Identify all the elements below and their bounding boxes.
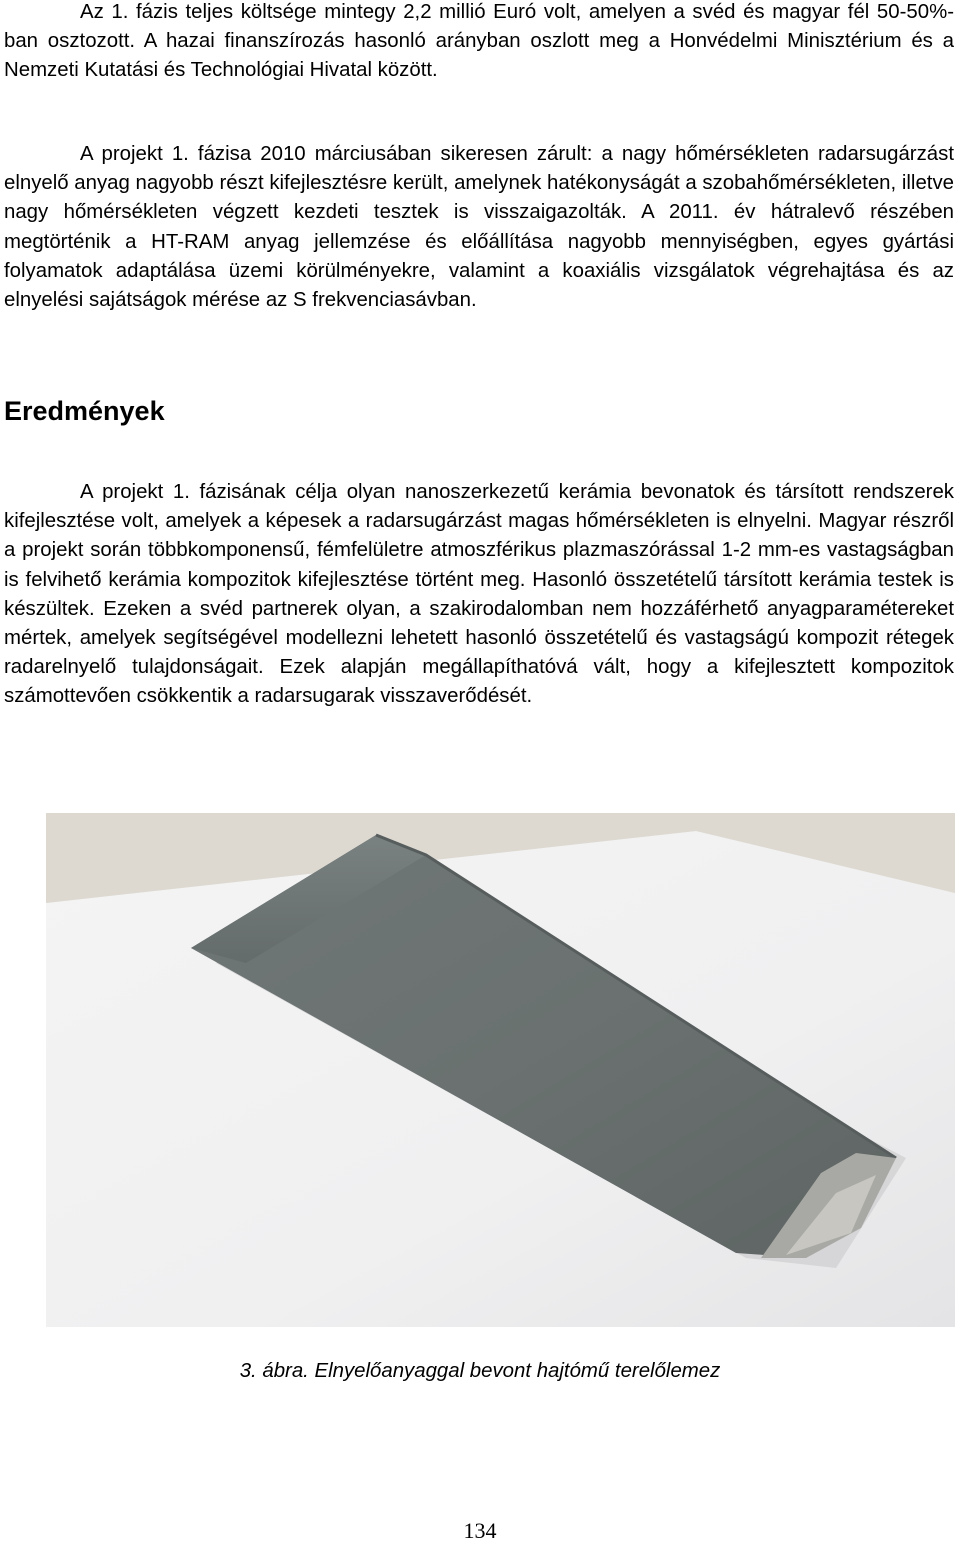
paragraph-cost-text: Az 1. fázis teljes költsége mintegy 2,2 millió Euró volt, amelyen a svéd és magyar fél 50-50%-ban osztozott. A hazai finanszírozás hasonló arányban oszlott meg a Honvédelmi Minisztérium és a Nemzeti Kutatási és Technológiai Hivatal között. — [4, 1, 954, 82]
paragraph-results-text: A projekt 1. fázisának célja olyan nanoszerkezetű kerámia bevonatok és társított rendszerek kifejlesztése volt, amelyek a képesek a radarsugárzást magas hőmérsékleten is elnyelni. Magyar részről a projekt során többkomponensű, fémfelületre atmoszférikus plazmaszórással 1-2 mm-es vastagságban is felvihető kerámia kompozitok kifejlesztése történt meg. Hasonló összetételű társított kerámia testek is készültek. Ezeken a svéd partnerek olyan, a szakirodalomban nem hozzáférhető anyagparamétereket mértek, amelyek segítségével modellezni lehetett hasonló összetételű és vastagságú kompozit rétegek radarelnyelő tulajdonságait. Ezek alapján megállapíthatóvá vált, hogy a kifejlesztett kompozitok számottevően csökkentik a radarsugarak visszaverődését. — [4, 481, 954, 708]
figure-caption: 3. ábra. Elnyelőanyaggal bevont hajtómű terelőlemez — [239, 1360, 721, 1382]
paragraph-phase-status — [4, 140, 954, 315]
paragraph-results — [4, 478, 954, 712]
page-number: 134 — [463, 1518, 497, 1543]
paragraph-phase-status-text: A projekt 1. fázisa 2010 márciusában sikeresen zárult: a nagy hőmérsékleten radarsugárzást elnyelő anyag nagyobb részt kifejlesztésre került, amelynek hatékonyságát a szobahőmérsékleten, illetve nagy hőmérsékleten végzett kezdeti tesztek is visszaigazolták. A 2011. év hátralevő részében megtörténik a HT-RAM anyag jellemzése és előállítása nagyobb mennyiségben, egyes gyártási folyamatok adaptálása üzemi körülményekre, valamint a koaxiális vizsgálatok végrehajtása és az elnyelési sajátságok mérése az S frekvenciasávban. — [4, 143, 954, 312]
paragraph-cost — [4, 0, 954, 86]
figure-photo-coated-deflector-plate — [46, 813, 955, 1327]
section-heading-results: Eredmények — [4, 396, 165, 426]
